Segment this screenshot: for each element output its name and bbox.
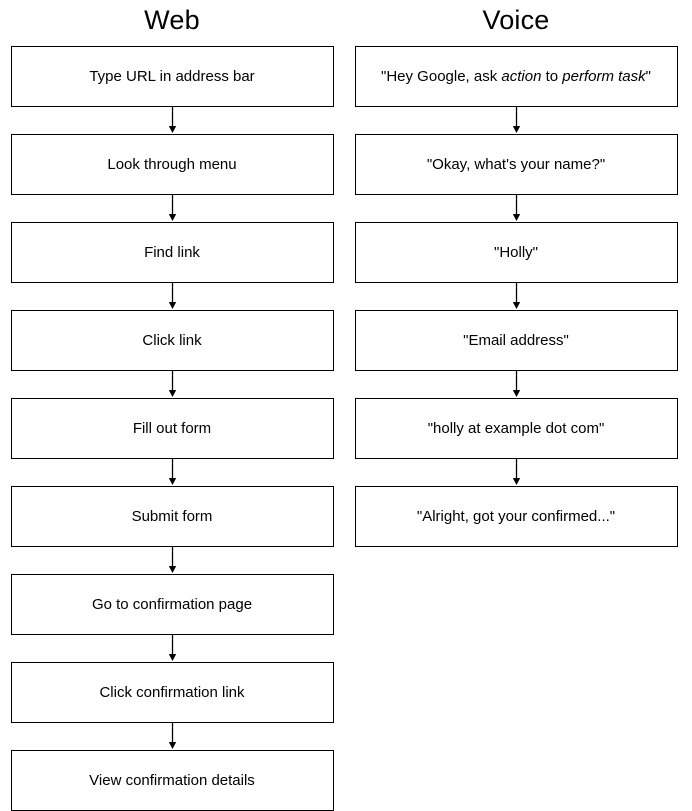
flow-node-web-5 bbox=[11, 398, 334, 459]
flow-node-voice-4 bbox=[355, 310, 678, 371]
flow-node-voice-3 bbox=[355, 222, 678, 283]
flow-node-label: Click confirmation link bbox=[99, 684, 245, 701]
flow-node-web-7 bbox=[11, 574, 334, 635]
flow-node-label: Go to confirmation page bbox=[91, 596, 253, 613]
flow-node-label: Fill out form bbox=[132, 420, 212, 437]
flow-column-voice bbox=[340, 0, 692, 811]
flow-node-voice-1 bbox=[355, 46, 678, 107]
arrow-down-icon bbox=[172, 723, 173, 750]
flow-node-web-1 bbox=[11, 46, 334, 107]
flow-node-web-3 bbox=[11, 222, 334, 283]
flow-node-label: Submit form bbox=[131, 508, 213, 525]
flow-node-voice-5 bbox=[355, 398, 678, 459]
column-title-voice: Voice bbox=[482, 5, 550, 35]
flow-node-web-9 bbox=[11, 750, 334, 811]
arrow-down-icon bbox=[516, 371, 517, 398]
arrow-down-icon bbox=[172, 635, 173, 662]
arrow-down-icon bbox=[516, 107, 517, 134]
arrow-down-icon bbox=[172, 195, 173, 222]
flow-node-label: "Holly" bbox=[494, 244, 538, 261]
flow-node-label: "Hey Google, ask action to perform task" bbox=[381, 68, 651, 85]
flow-node-label: View confirmation details bbox=[89, 772, 255, 789]
flow-node-label: Click link bbox=[142, 332, 202, 349]
flow-node-web-6 bbox=[11, 486, 334, 547]
flow-node-label: Look through menu bbox=[107, 156, 237, 173]
arrow-down-icon bbox=[172, 547, 173, 574]
flow-node-label: Find link bbox=[144, 244, 200, 261]
flow-column-web bbox=[0, 0, 340, 811]
arrow-down-icon bbox=[172, 371, 173, 398]
flow-node-label: "Email address" bbox=[463, 332, 569, 349]
arrow-down-icon bbox=[172, 107, 173, 134]
flow-node-voice-6 bbox=[355, 486, 678, 547]
flow-node-label: "holly at example dot com" bbox=[427, 420, 605, 437]
flow-node-label: "Alright, got your confirmed..." bbox=[416, 508, 616, 525]
arrow-down-icon bbox=[516, 195, 517, 222]
arrow-down-icon bbox=[172, 459, 173, 486]
flow-node-web-2 bbox=[11, 134, 334, 195]
flow-node-voice-2 bbox=[355, 134, 678, 195]
column-title-web: Web bbox=[144, 5, 200, 35]
flow-node-web-4 bbox=[11, 310, 334, 371]
flow-node-label: "Okay, what's your name?" bbox=[426, 156, 606, 173]
flow-node-web-8 bbox=[11, 662, 334, 723]
arrow-down-icon bbox=[172, 283, 173, 310]
flow-node-label: Type URL in address bar bbox=[89, 68, 255, 85]
arrow-down-icon bbox=[516, 459, 517, 486]
arrow-down-icon bbox=[516, 283, 517, 310]
